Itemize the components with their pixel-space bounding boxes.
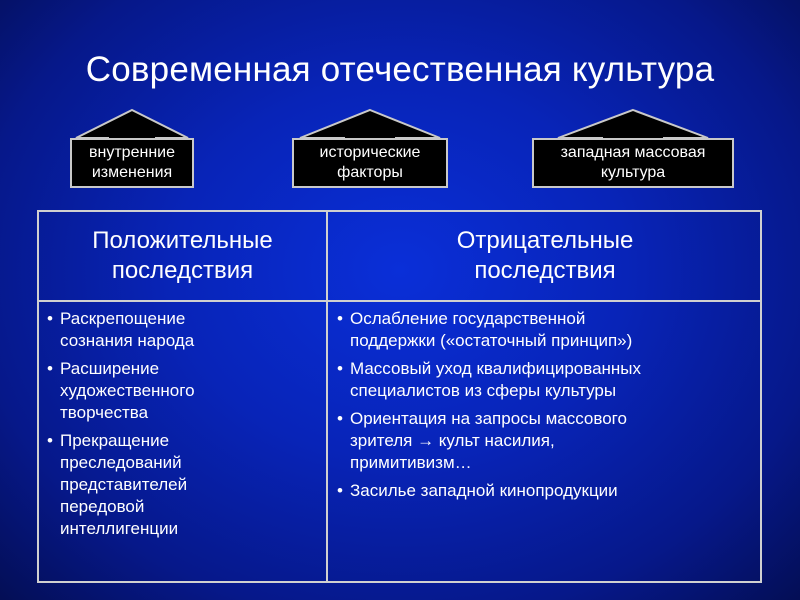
negative-header-line1: Отрицательные (456, 227, 634, 254)
positive-list (44, 308, 319, 546)
factor-label-line2: культура (600, 164, 666, 181)
negative-list (334, 308, 759, 508)
list-item-line: • Ослабление государственной (350, 309, 586, 328)
list-item-line: • Засилье западной кинопродукции (350, 481, 618, 500)
list-item-line: • Прекращение (60, 431, 170, 450)
positive-header-line1: Положительные (92, 227, 273, 254)
list-item (334, 408, 759, 474)
list-item-line: интеллигенции (60, 519, 179, 538)
list-item-line: • Массовый уход квалифицированных (350, 359, 642, 378)
list-item (44, 308, 319, 352)
list-item-line: специалистов из сферы культуры (350, 381, 617, 400)
positive-header (39, 212, 326, 300)
factor-arrow-historical (292, 108, 448, 188)
list-item-line: • Ориентация на запросы массового (350, 409, 627, 428)
up-arrow-icon (70, 108, 194, 140)
negative-header-line2: последствия (474, 257, 616, 284)
list-item-line: • Расширение (60, 359, 160, 378)
consequences-table (37, 210, 762, 583)
list-item-line: представителей (60, 475, 188, 494)
list-item-line: сознания народа (60, 331, 195, 350)
list-item-line: художественного (60, 381, 195, 400)
up-arrow-icon (532, 108, 734, 140)
list-item-line: поддержки («остаточный принцип») (350, 331, 633, 350)
factor-label-line1: исторические (319, 144, 421, 161)
factor-box (70, 138, 194, 188)
list-item-line: передовой (60, 497, 145, 516)
slide-title: Современная отечественная культура (85, 50, 715, 89)
negative-header (328, 212, 762, 300)
list-item-line: творчества (60, 403, 149, 422)
list-item (334, 308, 759, 352)
list-item (334, 358, 759, 402)
factor-label-line2: факторы (337, 164, 403, 181)
up-arrow-icon (292, 108, 448, 140)
positive-header-line2: последствия (111, 257, 254, 284)
list-item (44, 358, 319, 424)
factor-label-line2: изменения (91, 164, 173, 181)
list-item-line: • Раскрепощение (60, 309, 186, 328)
factor-box (532, 138, 734, 188)
factor-label-line1: внутренние (89, 144, 175, 161)
factor-label-line1: западная массовая (560, 144, 706, 161)
list-item-line: преследований (60, 453, 182, 472)
factor-box (292, 138, 448, 188)
list-item (334, 480, 759, 502)
factor-arrow-western (532, 108, 734, 188)
list-item-line: зрителя → культ насилия, (350, 431, 555, 450)
factor-arrow-internal (70, 108, 194, 188)
list-item (44, 430, 319, 540)
header-divider (39, 300, 760, 302)
list-item-line: примитивизм… (350, 453, 472, 472)
